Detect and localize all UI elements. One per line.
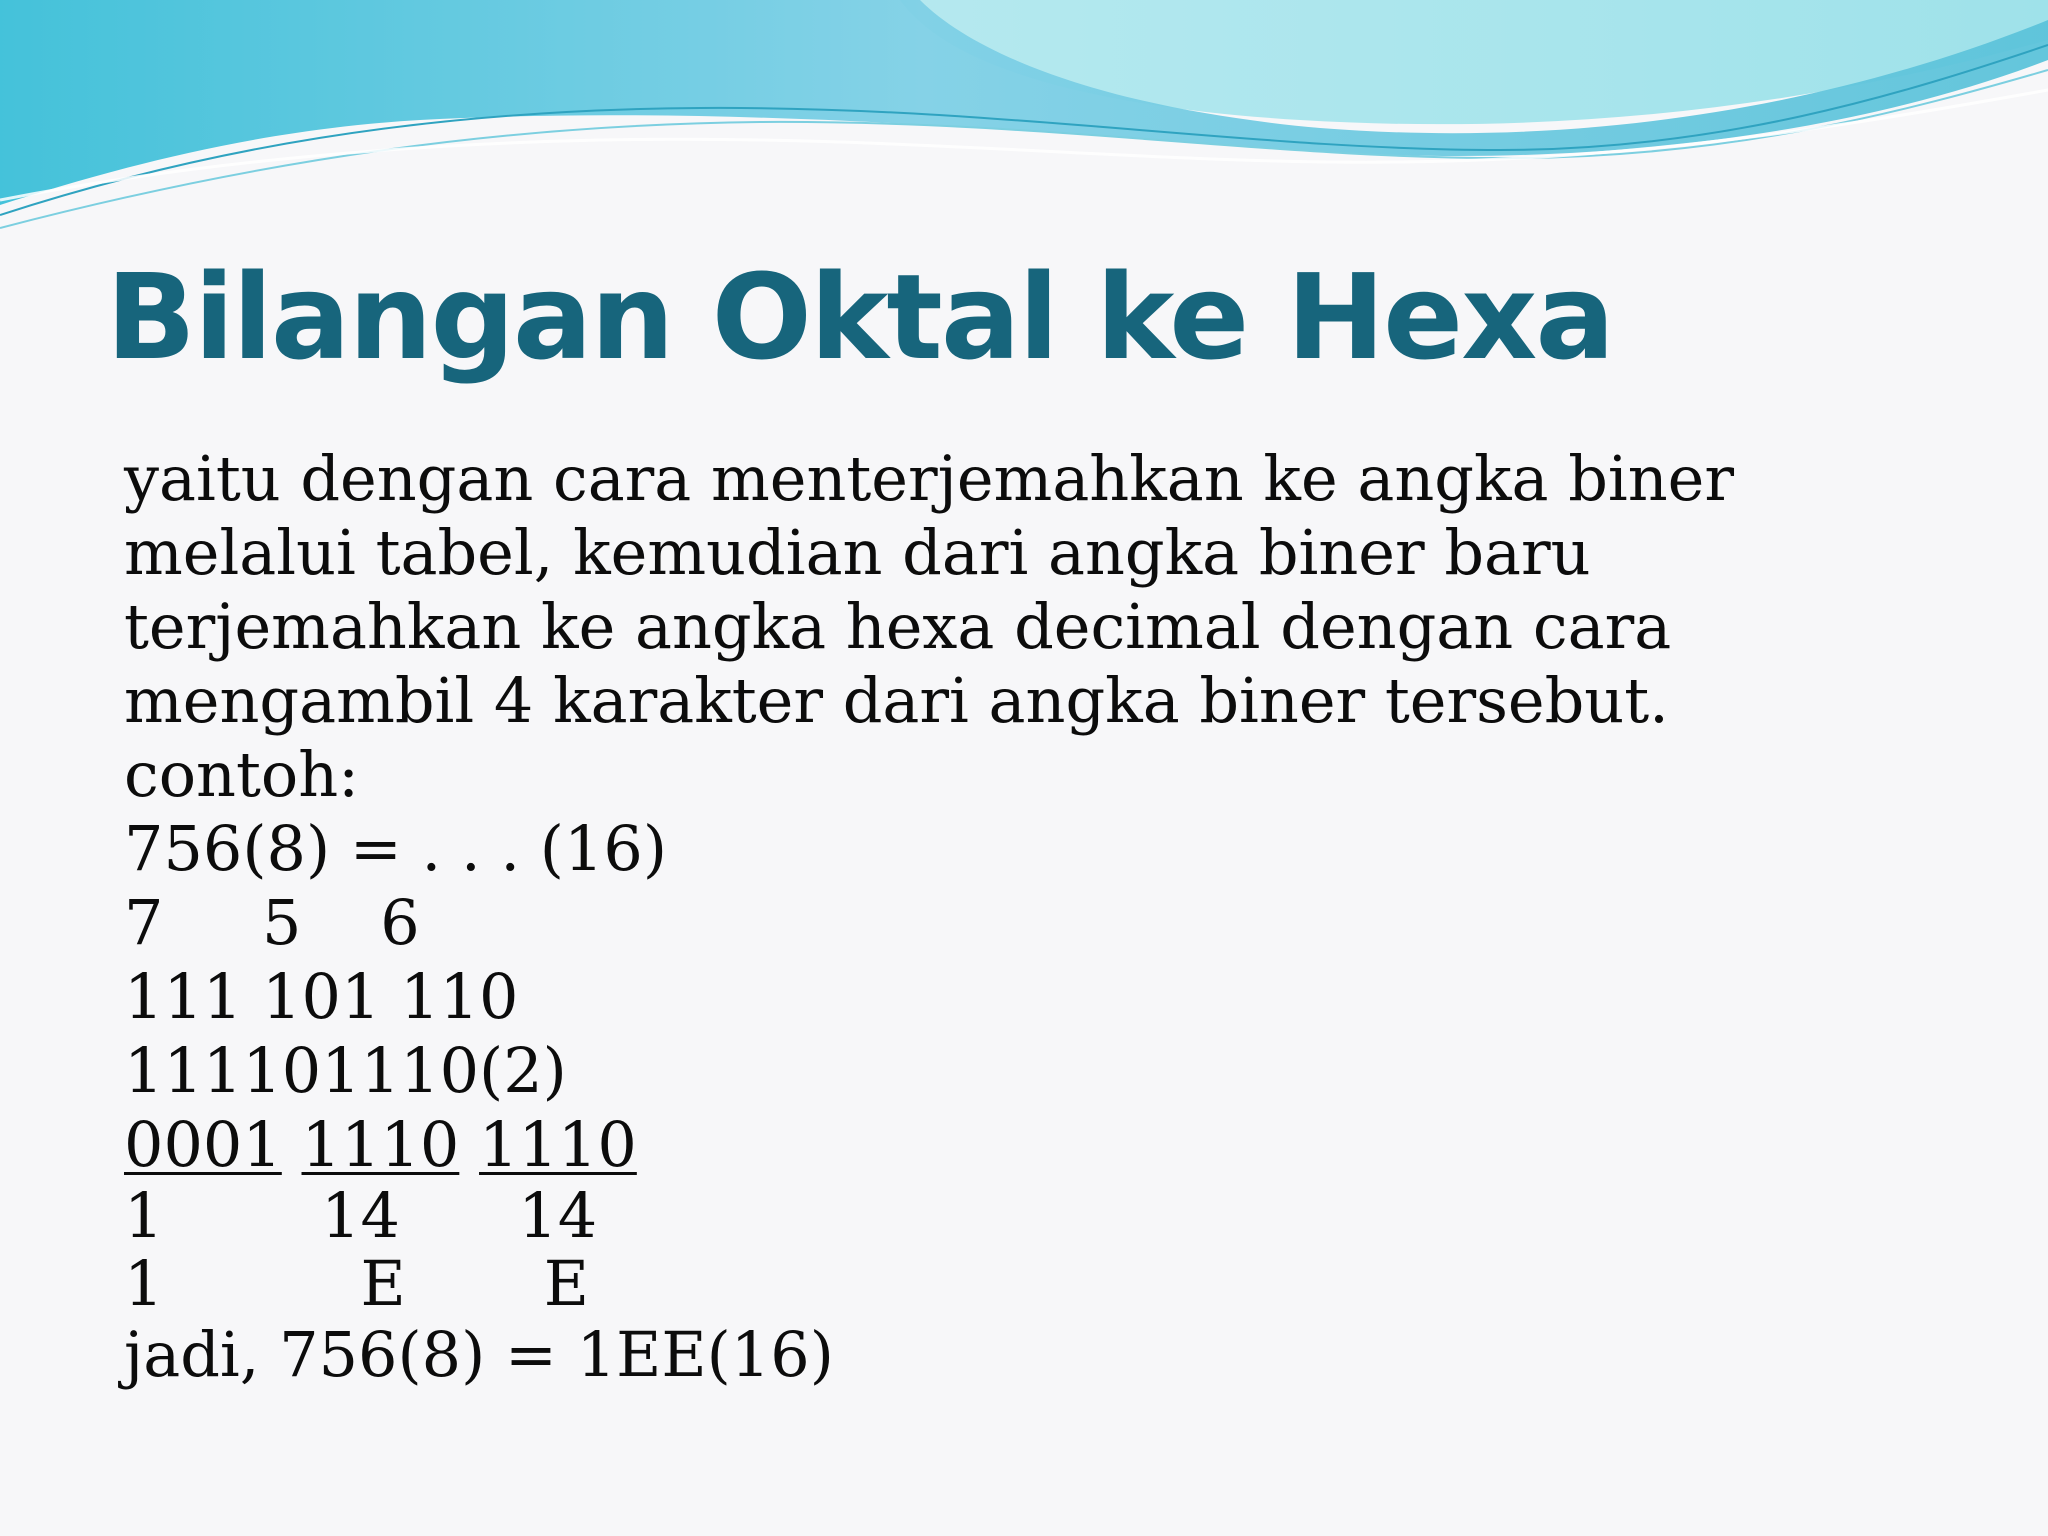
slide-body xyxy=(124,442,1984,1392)
nibbles-row xyxy=(124,1108,1984,1182)
binary-groups-row: 111 101 110 xyxy=(124,960,519,1033)
slide-title: Bilangan Oktal ke Hexa xyxy=(106,248,1613,386)
example-label: contoh: xyxy=(124,738,360,811)
header-wave-decoration xyxy=(0,0,2048,240)
binary-number-row: 111101110(2) xyxy=(124,1034,567,1107)
description-paragraph: yaitu dengan cara menterjemahkan ke angka biner melalui tabel, kemudian dari angka biner baru terjemahkan ke angka hexa decimal dengan cara mengambil 4 karakter dari angka biner tersebut. xyxy=(124,442,1734,737)
nibble-2: 1110 xyxy=(301,1108,460,1181)
hex-values-row: 1 E E xyxy=(124,1247,589,1320)
conclusion-row: jadi, 756(8) = 1EE(16) xyxy=(124,1318,834,1391)
octal-digits-row: 7 5 6 xyxy=(124,886,420,959)
decimal-values-row: 1 14 14 xyxy=(124,1179,598,1252)
example-question: 756(8) = . . . (16) xyxy=(124,812,668,885)
nibble-1: 0001 xyxy=(124,1108,282,1181)
nibble-3: 1110 xyxy=(479,1108,637,1181)
